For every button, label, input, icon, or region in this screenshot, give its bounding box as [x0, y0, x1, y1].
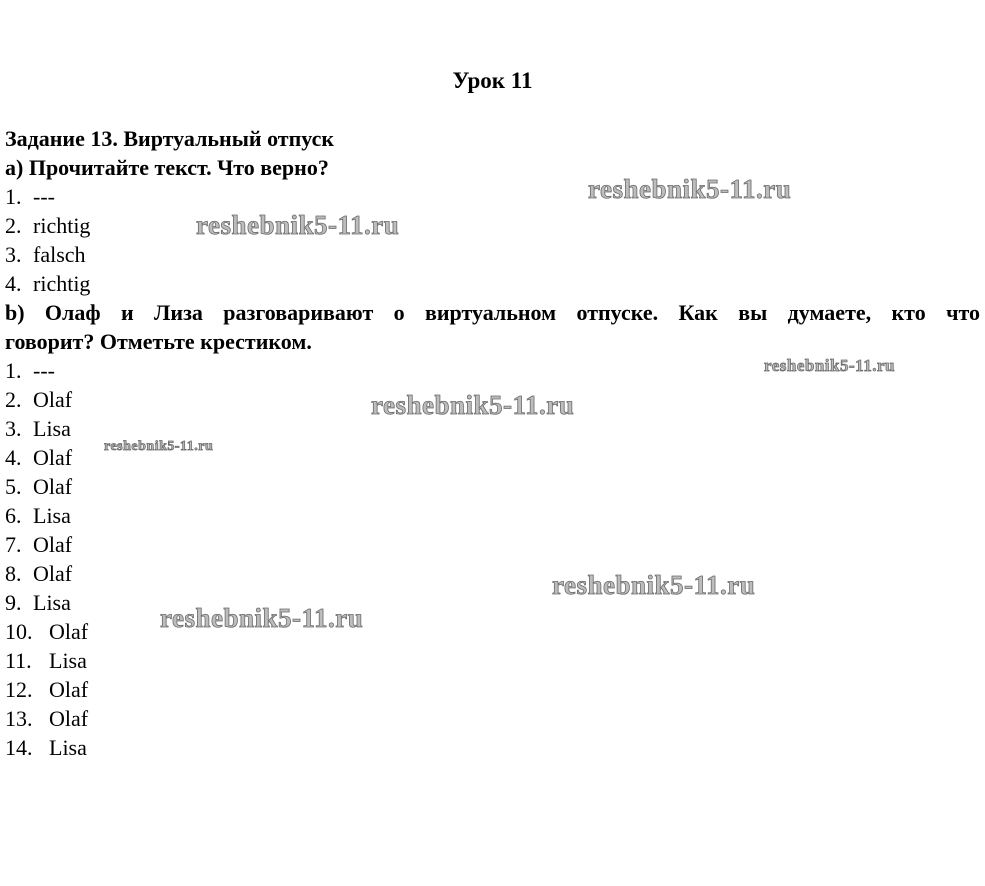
item-number: 6.	[5, 503, 22, 528]
item-number: 10.	[5, 619, 33, 644]
part-a-item	[5, 269, 980, 298]
watermark: reshebnik5-11.ru	[764, 356, 895, 375]
part-b-heading-line2: говорит? Отметьте крестиком.	[5, 329, 312, 354]
item-answer: Lisa	[49, 735, 87, 760]
item-answer: Olaf	[49, 706, 89, 731]
item-number: 14.	[5, 735, 33, 760]
part-b-item	[5, 646, 980, 675]
item-answer: Lisa	[49, 648, 87, 673]
item-answer: Olaf	[33, 532, 73, 557]
item-answer: ---	[33, 358, 55, 383]
item-answer: ---	[33, 184, 55, 209]
part-a-item	[5, 182, 980, 211]
item-number: 9.	[5, 590, 22, 615]
watermark: reshebnik5-11.ru	[552, 570, 756, 600]
item-number: 4.	[5, 445, 22, 470]
part-b-item	[5, 501, 980, 530]
item-number: 4.	[5, 271, 22, 296]
part-a-list	[5, 182, 980, 298]
part-b-heading-line1: b) Олаф и Лиза разговаривают о виртуальном отпуске. Как вы думаете, кто что	[5, 300, 980, 325]
task-title: Задание 13. Виртуальный отпуск	[5, 126, 335, 151]
watermark: reshebnik5-11.ru	[160, 603, 364, 633]
item-number: 2.	[5, 213, 22, 238]
item-answer: Lisa	[33, 503, 71, 528]
watermark: reshebnik5-11.ru	[196, 210, 400, 240]
watermark: reshebnik5-11.ru	[371, 390, 575, 420]
item-answer: Olaf	[33, 445, 73, 470]
item-answer: Lisa	[33, 416, 71, 441]
item-answer: Olaf	[33, 387, 73, 412]
item-number: 8.	[5, 561, 22, 586]
item-answer: Lisa	[33, 590, 71, 615]
part-b-item	[5, 675, 980, 704]
item-number: 1.	[5, 358, 22, 383]
part-b-item	[5, 588, 980, 617]
watermark: reshebnik5-11.ru	[104, 439, 214, 454]
item-number: 3.	[5, 242, 22, 267]
part-a-item	[5, 240, 980, 269]
part-b-item	[5, 704, 980, 733]
item-answer: Olaf	[33, 474, 73, 499]
item-answer: Olaf	[49, 677, 89, 702]
item-answer: falsch	[33, 242, 86, 267]
item-number: 12.	[5, 677, 33, 702]
item-answer: richtig	[33, 213, 91, 238]
part-b-item	[5, 559, 980, 588]
item-number: 1.	[5, 184, 22, 209]
item-answer: Olaf	[33, 561, 73, 586]
part-a-item	[5, 211, 980, 240]
item-number: 7.	[5, 532, 22, 557]
part-b-item	[5, 733, 980, 762]
lesson-title: Урок 11	[452, 68, 533, 93]
item-answer: Olaf	[49, 619, 89, 644]
item-answer: richtig	[33, 271, 91, 296]
part-b-item	[5, 617, 980, 646]
part-a-heading: a) Прочитайте текст. Что верно?	[5, 155, 329, 180]
watermark: reshebnik5-11.ru	[588, 174, 792, 204]
item-number: 5.	[5, 474, 22, 499]
item-number: 2.	[5, 387, 22, 412]
item-number: 13.	[5, 706, 33, 731]
part-b-item	[5, 472, 980, 501]
item-number: 3.	[5, 416, 22, 441]
item-number: 11.	[5, 648, 32, 673]
part-b-item	[5, 530, 980, 559]
